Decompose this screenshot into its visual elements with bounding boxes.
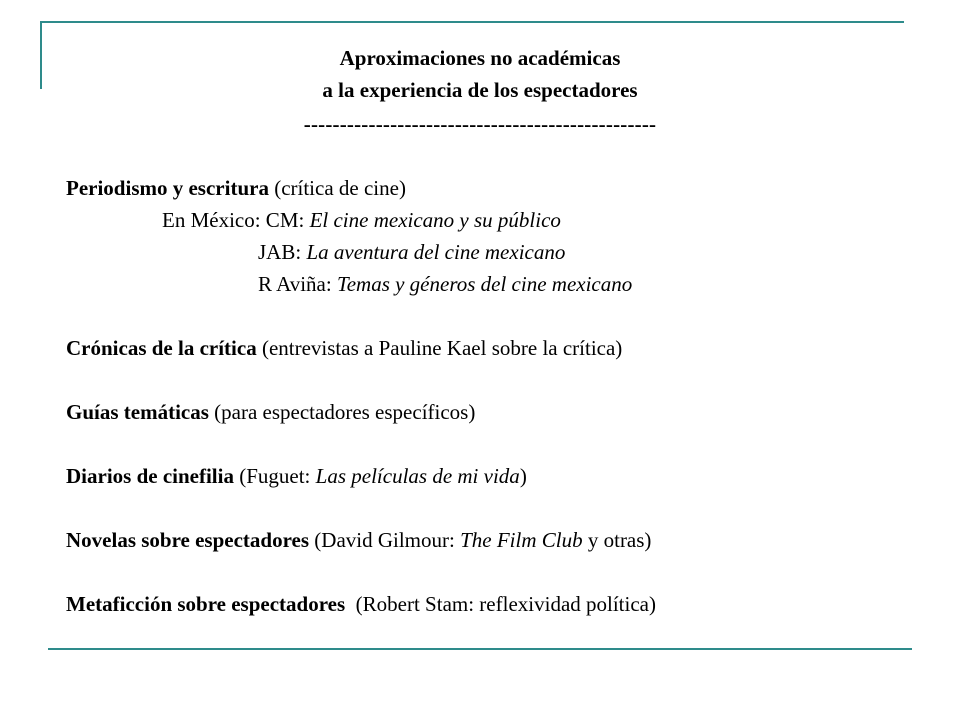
mexico-prefix: En México: CM: <box>162 208 310 232</box>
jab-line <box>258 238 565 266</box>
bottom-rule <box>48 648 912 650</box>
novelas-note-close: y otras) <box>582 528 652 552</box>
novelas-heading: Novelas sobre espectadores <box>66 528 310 552</box>
diarios-line <box>66 462 527 490</box>
title-line-1: Aproximaciones no académicas <box>339 46 621 70</box>
top-rule <box>40 21 904 23</box>
guias-line <box>66 398 475 426</box>
title-line-2: a la experiencia de los espectadores <box>322 78 638 102</box>
cronicas-heading: Crónicas de la crítica <box>66 336 257 360</box>
periodismo-heading: Periodismo y escritura <box>66 176 269 200</box>
novelas-note-open: (David Gilmour: <box>309 528 461 552</box>
metaficcion-note: (Robert Stam: reflexividad política) <box>345 592 656 616</box>
novelas-title: The Film Club <box>460 528 583 552</box>
jab-prefix: JAB: <box>258 240 307 264</box>
periodismo-note: (crítica de cine) <box>268 176 406 200</box>
avina-prefix: R Aviña: <box>258 272 337 296</box>
title-separator: ------------------------------------------------- <box>303 112 657 136</box>
guias-note: (para espectadores específicos) <box>208 400 476 424</box>
metaficcion-heading: Metaficción sobre espectadores <box>66 592 346 616</box>
avina-line <box>258 270 632 298</box>
cronicas-note: (entrevistas a Pauline Kael sobre la crítica) <box>256 336 623 360</box>
avina-title: Temas y géneros del cine mexicano <box>336 272 633 296</box>
mexico-title: El cine mexicano y su público <box>309 208 561 232</box>
diarios-note-open: (Fuguet: <box>233 464 316 488</box>
diarios-title: Las películas de mi vida <box>315 464 520 488</box>
guias-heading: Guías temáticas <box>66 400 209 424</box>
jab-title: La aventura del cine mexicano <box>306 240 566 264</box>
diarios-heading: Diarios de cinefilia <box>66 464 234 488</box>
diarios-note-close: ) <box>519 464 527 488</box>
cronicas-line <box>66 334 622 362</box>
metaficcion-line <box>66 590 656 618</box>
novelas-line <box>66 526 651 554</box>
periodismo-line <box>66 174 406 202</box>
mexico-line <box>162 206 561 234</box>
